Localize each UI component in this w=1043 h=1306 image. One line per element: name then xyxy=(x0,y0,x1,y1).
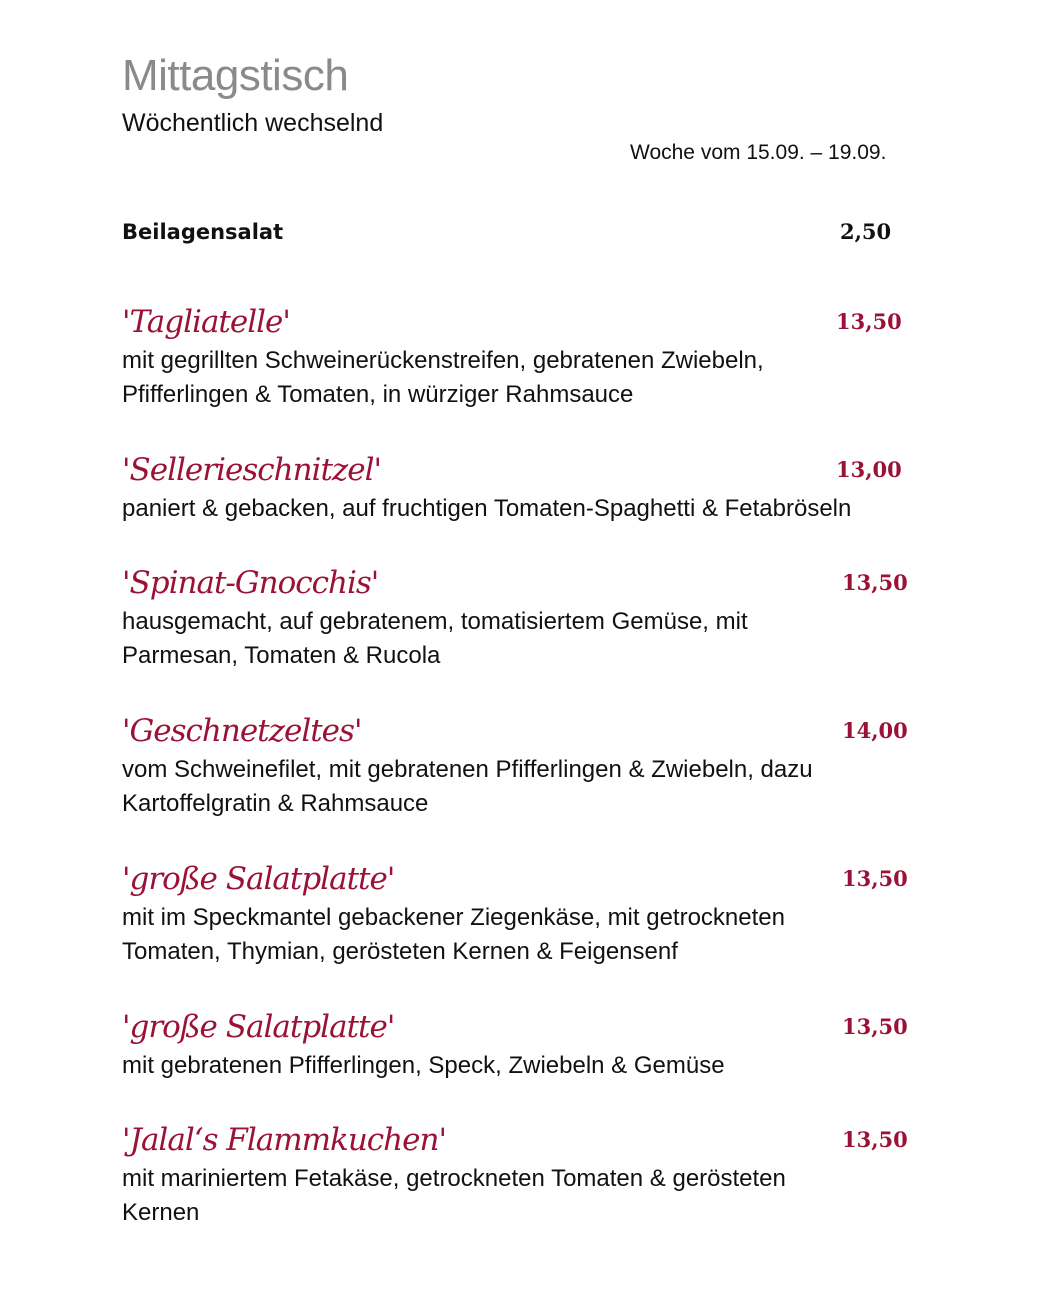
dish-name: 'Sellerieschnitzel' xyxy=(122,452,382,488)
dish-description xyxy=(122,605,932,673)
page-title: Mittagstisch xyxy=(122,51,349,100)
dish-description-line: Tomaten, Thymian, gerösteten Kernen & Feigensenf xyxy=(122,938,678,965)
dish-name: 'Spinat-Gnocchis' xyxy=(122,565,379,601)
dish-price: 14,00 xyxy=(842,718,908,743)
dish-description-line: Parmesan, Tomaten & Rucola xyxy=(122,642,441,669)
week-range: Woche vom 15.09. – 19.09. xyxy=(630,141,887,164)
side-dish-price: 2,50 xyxy=(840,219,892,244)
dish-description-line: mit gegrillten Schweinerückenstreifen, gebratenen Zwiebeln, xyxy=(122,347,764,374)
dish-description xyxy=(122,1162,932,1230)
dish-price: 13,00 xyxy=(836,457,902,482)
dish-name: 'große Salatplatte' xyxy=(122,1009,395,1045)
page-subtitle: Wöchentlich wechselnd xyxy=(122,109,384,137)
dish-description-line: vom Schweinefilet, mit gebratenen Pfifferlingen & Zwiebeln, dazu xyxy=(122,756,813,783)
dish-price: 13,50 xyxy=(842,866,908,891)
dish-name: 'Geschnetzeltes' xyxy=(122,713,362,749)
dish-price: 13,50 xyxy=(842,1127,908,1152)
dish-description-line: mit mariniertem Fetakäse, getrockneten Tomaten & gerösteten xyxy=(122,1165,786,1192)
dish-description-line: mit im Speckmantel gebackener Ziegenkäse, mit getrockneten xyxy=(122,904,785,931)
dish-description xyxy=(122,492,932,526)
side-dish-name: Beilagensalat xyxy=(122,220,284,244)
dish-description-line: Kernen xyxy=(122,1199,200,1226)
dish-description-line: paniert & gebacken, auf fruchtigen Tomaten-Spaghetti & Fetabröseln xyxy=(122,495,852,522)
dish-name: 'Tagliatelle' xyxy=(122,304,290,340)
dish-price: 13,50 xyxy=(836,309,902,334)
dish-description xyxy=(122,344,932,412)
dish-description-line: mit gebratenen Pfifferlingen, Speck, Zwiebeln & Gemüse xyxy=(122,1052,725,1079)
dish-name: 'große Salatplatte' xyxy=(122,861,395,897)
dish-price: 13,50 xyxy=(842,570,908,595)
dish-description xyxy=(122,901,932,969)
dish-description xyxy=(122,753,932,821)
dish-name: 'Jalal‘s Flammkuchen' xyxy=(122,1122,446,1158)
dish-price: 13,50 xyxy=(842,1014,908,1039)
dish-description xyxy=(122,1049,932,1083)
dish-description-line: hausgemacht, auf gebratenem, tomatisiertem Gemüse, mit xyxy=(122,608,748,635)
dish-description-line: Kartoffelgratin & Rahmsauce xyxy=(122,790,429,817)
dish-description-line: Pfifferlingen & Tomaten, in würziger Rahmsauce xyxy=(122,381,634,408)
